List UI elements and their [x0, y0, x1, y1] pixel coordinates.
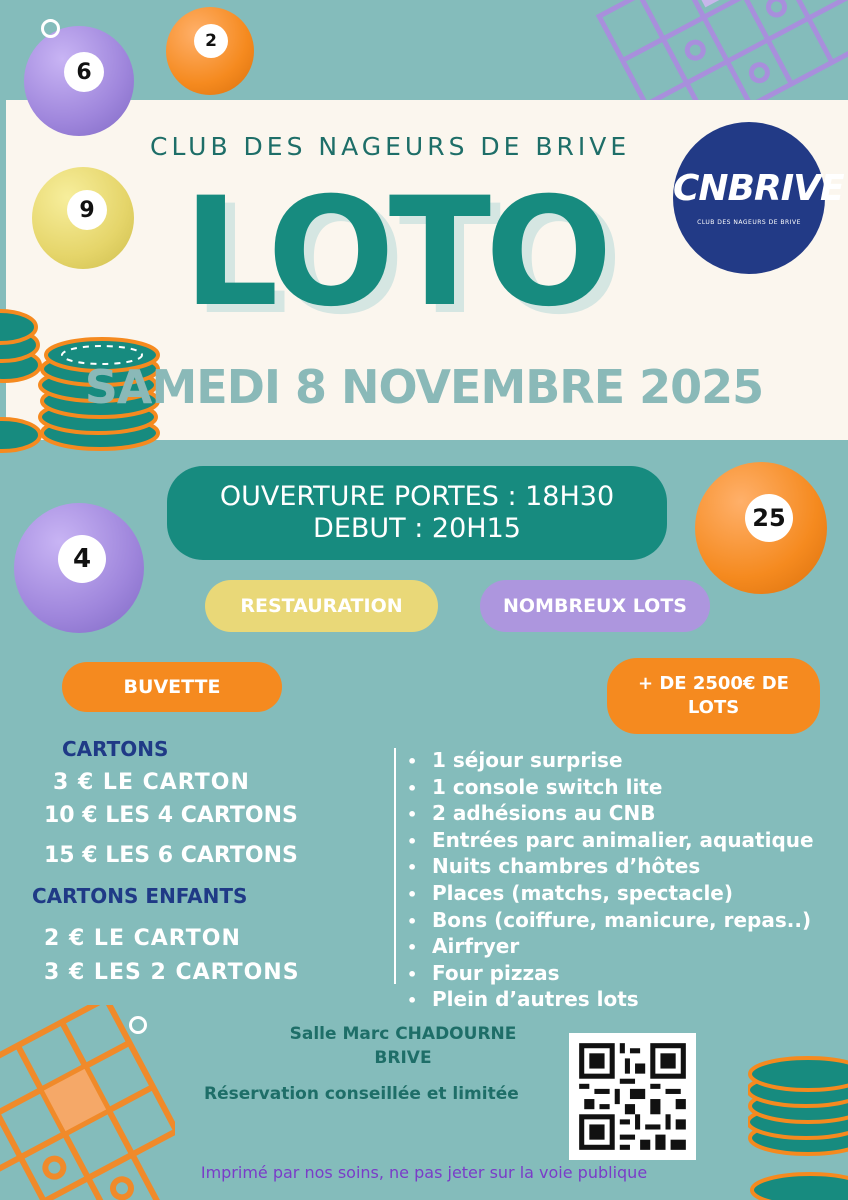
ball-2 [166, 7, 254, 95]
venue-city: BRIVE [374, 1048, 432, 1068]
kids-carton-price: 3 € LES 2 CARTONS [44, 960, 300, 985]
carton-price: 10 € LES 4 CARTONS [44, 803, 298, 828]
prize-item: • Four pizzas [407, 960, 814, 987]
ball-number: 25 [745, 494, 793, 542]
logo-text: CNBRIVE [673, 168, 844, 209]
ball-9 [32, 167, 134, 269]
prize-item: • Entrées parc animalier, aquatique [407, 827, 814, 854]
prize-item: • Airfryer [407, 933, 814, 960]
total-lots-badge: + DE 2500€ DE LOTS [607, 658, 820, 734]
kids-cartons-title: CARTONS ENFANTS [32, 884, 248, 908]
prize-list [407, 747, 814, 1013]
ball-25 [695, 462, 827, 594]
ball-6 [24, 26, 134, 136]
reservation-note: Réservation conseillée et limitée [204, 1084, 519, 1104]
prize-item: • Places (matchs, spectacle) [407, 880, 814, 907]
prize-item: • 1 séjour surprise [407, 747, 814, 774]
ball-number: 6 [64, 52, 104, 92]
logo-subtext: CLUB DES NAGEURS DE BRIVE [697, 219, 801, 226]
prize-item: • Nuits chambres d’hôtes [407, 853, 814, 880]
divider [394, 748, 396, 984]
club-name: CLUB DES NAGEURS DE BRIVE [150, 132, 631, 161]
buvette-badge: BUVETTE [62, 662, 282, 712]
doors-time: OUVERTURE PORTES : 18H30 [219, 481, 615, 512]
prize-item: • 2 adhésions au CNB [407, 800, 814, 827]
footer-note: Imprimé par nos soins, ne pas jeter sur la voie publique [200, 1163, 648, 1182]
kids-carton-price: 2 € LE CARTON [44, 926, 241, 951]
ring-decoration [129, 1016, 147, 1034]
restauration-badge: RESTAURATION [205, 580, 438, 632]
ball-number: 4 [58, 535, 106, 583]
carton-price: 3 € LE CARTON [53, 770, 250, 795]
cartons-title: CARTONS [62, 737, 169, 761]
prize-item: • Plein d’autres lots [407, 986, 814, 1013]
ball-number: 9 [67, 190, 107, 230]
prize-item: • 1 console switch lite [407, 774, 814, 801]
start-time: DEBUT : 20H15 [313, 513, 521, 544]
prize-item: • Bons (coiffure, manicure, repas..) [407, 907, 814, 934]
qr-code[interactable] [569, 1033, 696, 1160]
ball-number: 2 [194, 24, 228, 58]
club-logo [673, 122, 844, 274]
bingo-card-top-right [595, 0, 848, 110]
lots-badge: NOMBREUX LOTS [480, 580, 710, 632]
ball-4 [14, 503, 144, 633]
schedule-banner [167, 466, 667, 560]
event-date: SAMEDI 8 NOVEMBRE 2025 [84, 360, 764, 414]
qr-code-icon [569, 1033, 696, 1160]
ring-decoration [41, 19, 60, 38]
venue-name: Salle Marc CHADOURNE [289, 1024, 517, 1044]
carton-price: 15 € LES 6 CARTONS [44, 843, 298, 868]
event-title: LOTO [183, 166, 607, 340]
